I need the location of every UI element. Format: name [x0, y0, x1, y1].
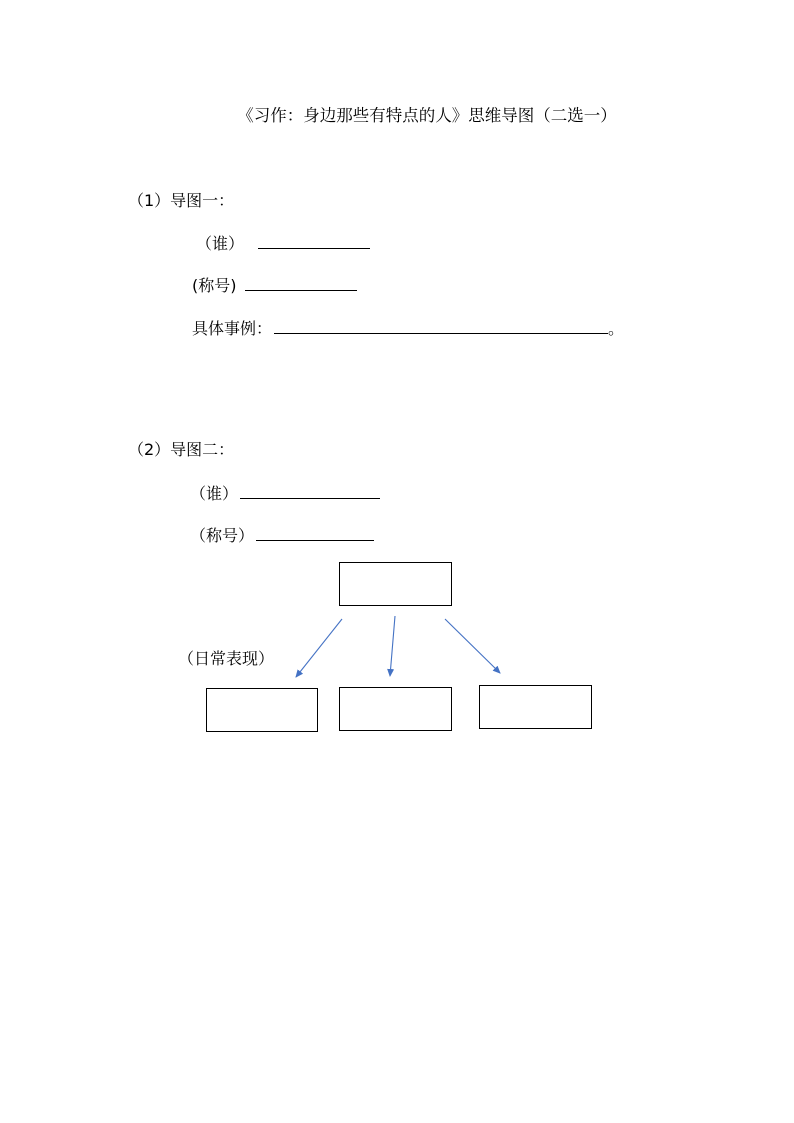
- map1-who-row: [196, 234, 370, 252]
- map1-example-blank[interactable]: [274, 319, 608, 334]
- arrow-left: [296, 619, 342, 677]
- arrow-middle: [390, 616, 395, 676]
- map2-heading: （2）导图二：: [128, 440, 235, 459]
- map1-who-blank[interactable]: [258, 234, 370, 249]
- map2-top-box[interactable]: [339, 562, 452, 606]
- map2-title-label: （称号）: [190, 526, 255, 545]
- map2-bottom-box-left[interactable]: [206, 688, 318, 732]
- map2-who-blank[interactable]: [240, 484, 380, 499]
- map2-daily-label: （日常表现）: [178, 649, 275, 668]
- map1-title-row: [192, 276, 357, 294]
- map1-title-blank[interactable]: [245, 276, 357, 291]
- map2-who-label: （谁）: [190, 484, 239, 503]
- map2-title-blank[interactable]: [256, 526, 374, 541]
- arrow-right: [445, 619, 500, 673]
- page-title: 《习作：身边那些有特点的人》思维导图（二选一）: [237, 106, 617, 125]
- map1-heading: （1）导图一：: [128, 191, 235, 210]
- map1-example-row: [192, 319, 624, 337]
- map1-title-label: (称号): [192, 276, 237, 295]
- map1-example-label: 具体事例：: [192, 319, 273, 338]
- map2-who-row: [190, 484, 380, 502]
- map1-example-end: 。: [608, 319, 625, 338]
- map2-bottom-box-middle[interactable]: [339, 687, 452, 731]
- map1-who-label: （谁）: [196, 234, 245, 253]
- map2-title-row: [190, 526, 374, 544]
- map2-bottom-box-right[interactable]: [479, 685, 592, 729]
